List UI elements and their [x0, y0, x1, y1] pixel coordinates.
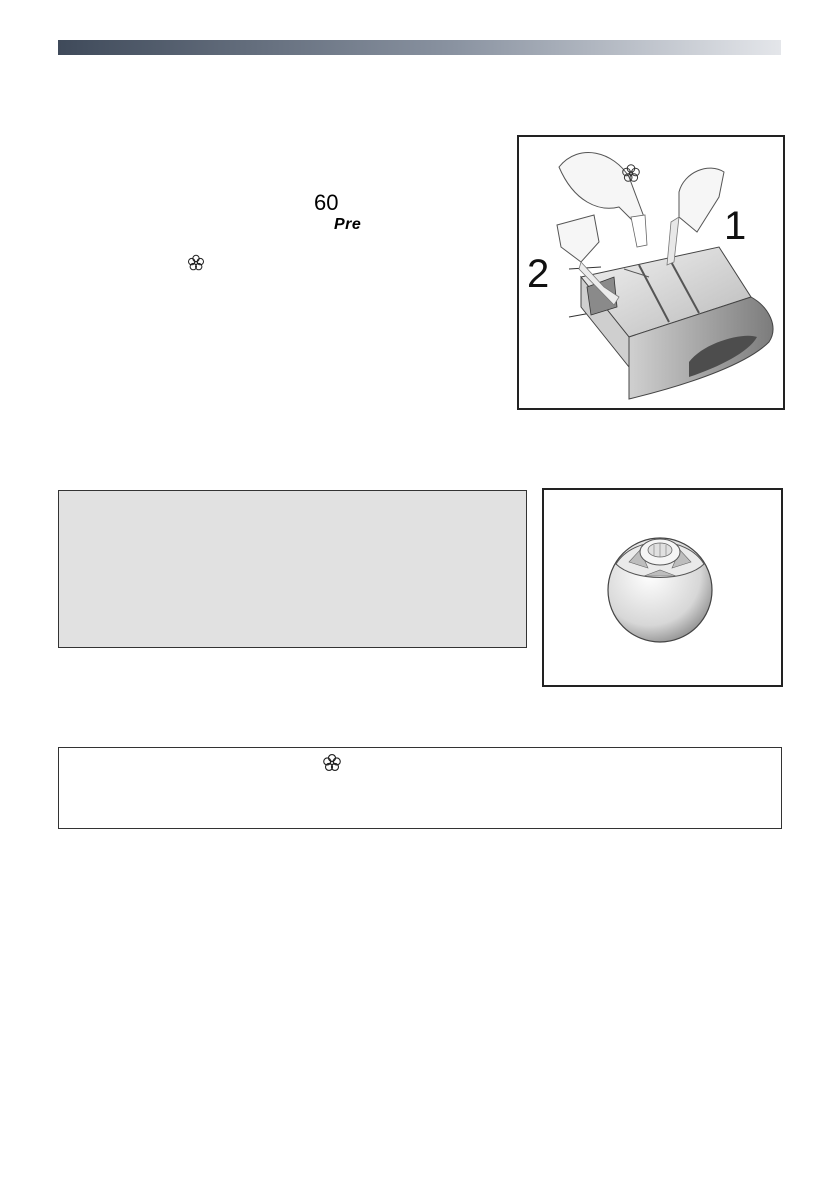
info-box — [58, 490, 527, 648]
flower-icon — [186, 253, 206, 273]
dosing-ball-illustration — [542, 488, 783, 687]
header-bar — [58, 40, 781, 55]
label-compartment-1: 1 — [724, 204, 747, 248]
note-box — [58, 747, 782, 829]
program-temperature-symbol: 60 — [314, 190, 339, 215]
program-prewash-symbol: Pre — [334, 216, 362, 233]
flower-icon — [321, 752, 343, 774]
dispenser-illustration — [517, 135, 785, 410]
label-compartment-2: 2 — [527, 252, 550, 296]
